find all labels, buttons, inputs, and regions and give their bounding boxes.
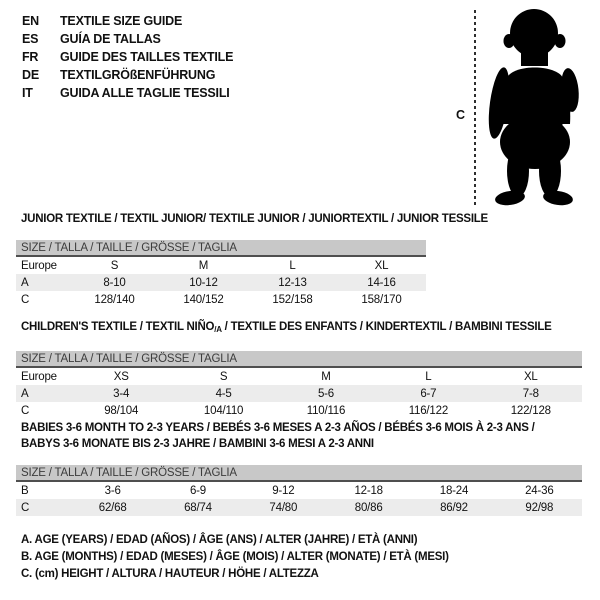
- section-title: CHILDREN'S TEXTILE / TEXTIL $NIÑO_{/A}$ / TEXTILE DES ENFANTS / KINDERTEXTIL / BAMBINI TESSILE: [21, 321, 552, 334]
- cell-value: M: [321, 370, 331, 383]
- table-row: [16, 256, 426, 274]
- section-title-line1: BABIES 3-6 MONTH TO 2-3 YEARS / BEBÉS 3-6 MESES A 2-3 AÑOS / BÉBÉS 3-6 MOIS À 2-3 ANS /: [21, 422, 535, 434]
- cell-value: S: [110, 259, 119, 272]
- baby-silhouette-icon: [483, 8, 590, 208]
- section-title: [16, 420, 582, 452]
- language-row: [22, 66, 233, 84]
- cell-value: 80/86: [354, 501, 383, 514]
- cell-value: XL: [374, 259, 389, 272]
- size-header-bar: SIZE / TALLA / TAILLE / GRÖSSE / TAGLIA: [16, 465, 582, 481]
- cell-value: 152/158: [272, 293, 313, 306]
- language-row: [22, 84, 233, 102]
- cell-value: S: [219, 370, 228, 383]
- table-row: [16, 499, 582, 516]
- size-header-bar: SIZE / TALLA / TAILLE / GRÖSSE / TAGLIA: [16, 240, 426, 256]
- language-label: GUIDE DES TAILLES TEXTILE: [60, 50, 234, 64]
- cell-value: 128/140: [94, 293, 135, 306]
- size-table-babies: [16, 465, 582, 516]
- section-title: JUNIOR TEXTILE / TEXTIL JUNIOR/ TEXTILE JUNIOR / JUNIORTEXTIL / JUNIOR TESSILE: [21, 213, 488, 225]
- cell-value: 122/128: [510, 404, 551, 417]
- cell-value: 98/104: [104, 404, 139, 417]
- language-header: [22, 12, 233, 102]
- language-code: EN: [22, 14, 39, 28]
- cell-value: 3-4: [113, 387, 130, 400]
- row-label: C: [21, 501, 30, 514]
- cell-value: 12-13: [278, 276, 307, 289]
- cell-value: 86/92: [440, 501, 468, 514]
- row-label: Europe: [21, 259, 57, 272]
- cell-value: 68/74: [184, 501, 212, 514]
- size-header-bar: SIZE / TALLA / TAILLE / GRÖSSE / TAGLIA: [16, 351, 582, 367]
- language-label: TEXTILGRÖßENFÜHRUNG: [60, 68, 216, 82]
- cell-value: 62/68: [98, 501, 127, 514]
- section-junior-textile: [16, 211, 488, 308]
- language-code: IT: [22, 86, 33, 100]
- language-row: [22, 48, 233, 66]
- cell-value: 74/80: [269, 501, 298, 514]
- size-table-children: [16, 351, 582, 419]
- table-row: [16, 481, 582, 499]
- cell-value: M: [198, 259, 209, 272]
- language-code: FR: [22, 50, 39, 64]
- cell-value: 18-24: [439, 484, 469, 497]
- footnote-a: A. AGE (YEARS) / EDAD (AÑOS) / ÂGE (ANS) / ALTER (JAHRE) / ETÀ (ANNI): [21, 534, 418, 546]
- cell-value: 110/116: [306, 404, 346, 417]
- language-code: DE: [22, 68, 39, 82]
- footnote-c: C. (cm) HEIGHT / ALTURA / HAUTEUR / HÖHE / ALTEZZA: [21, 568, 319, 580]
- language-row: [22, 30, 233, 48]
- cell-value: 12-18: [354, 484, 383, 497]
- table-row: [16, 291, 426, 308]
- cell-value: 7-8: [522, 387, 539, 400]
- cell-value: 3-6: [104, 484, 121, 497]
- row-label: Europe: [21, 370, 57, 383]
- row-label: C: [21, 293, 30, 306]
- cell-value: 6-7: [420, 387, 437, 400]
- language-row: [22, 12, 233, 30]
- title-subscript: /A: [214, 325, 222, 334]
- section-childrens-textile: [16, 319, 582, 419]
- footnote-b: B. AGE (MONTHS) / EDAD (MESES) / ÂGE (MOIS) / ALTER (MONATE) / ETÀ (MESI): [21, 551, 449, 563]
- row-label: C: [21, 404, 30, 417]
- cell-value: 140/152: [183, 293, 224, 306]
- cell-value: 10-12: [189, 276, 218, 289]
- row-label: B: [21, 484, 29, 497]
- size-table-junior: [16, 240, 426, 308]
- cell-value: XS: [113, 370, 129, 383]
- cell-value: 104/110: [203, 404, 244, 417]
- language-code: ES: [22, 32, 39, 46]
- cell-value: 9-12: [272, 484, 295, 497]
- footnotes: [21, 532, 449, 583]
- cell-value: 14-16: [367, 276, 396, 289]
- cell-value: 5-6: [317, 387, 334, 400]
- cell-value: L: [289, 259, 296, 272]
- cell-value: 116/122: [408, 404, 449, 417]
- cell-value: L: [425, 370, 432, 383]
- height-measure-dashed-line: [474, 10, 476, 207]
- cell-value: XL: [523, 370, 538, 383]
- row-label: A: [21, 387, 29, 400]
- section-title-line2: BABYS 3-6 MONATE BIS 2-3 JAHRE / BAMBINI 3-6 MESI A 2-3 ANNI: [21, 438, 374, 450]
- language-label: GUÍA DE TALLAS: [60, 32, 161, 46]
- cell-value: 92/98: [525, 501, 554, 514]
- table-row: [16, 385, 582, 402]
- cell-value: 24-36: [525, 484, 554, 497]
- table-row: [16, 367, 582, 385]
- height-figure: [450, 8, 595, 210]
- cell-value: 158/170: [361, 293, 402, 306]
- cell-value: 4-5: [215, 387, 232, 400]
- language-label: GUIDA ALLE TAGLIE TESSILI: [60, 86, 230, 100]
- language-label: TEXTILE SIZE GUIDE: [60, 14, 183, 28]
- cell-value: 8-10: [103, 276, 126, 289]
- height-measure-label: C: [456, 108, 466, 122]
- cell-value: 6-9: [189, 484, 206, 497]
- table-row: [16, 274, 426, 291]
- section-babies-textile: [16, 420, 582, 516]
- row-label: A: [21, 276, 29, 289]
- table-row: [16, 402, 582, 419]
